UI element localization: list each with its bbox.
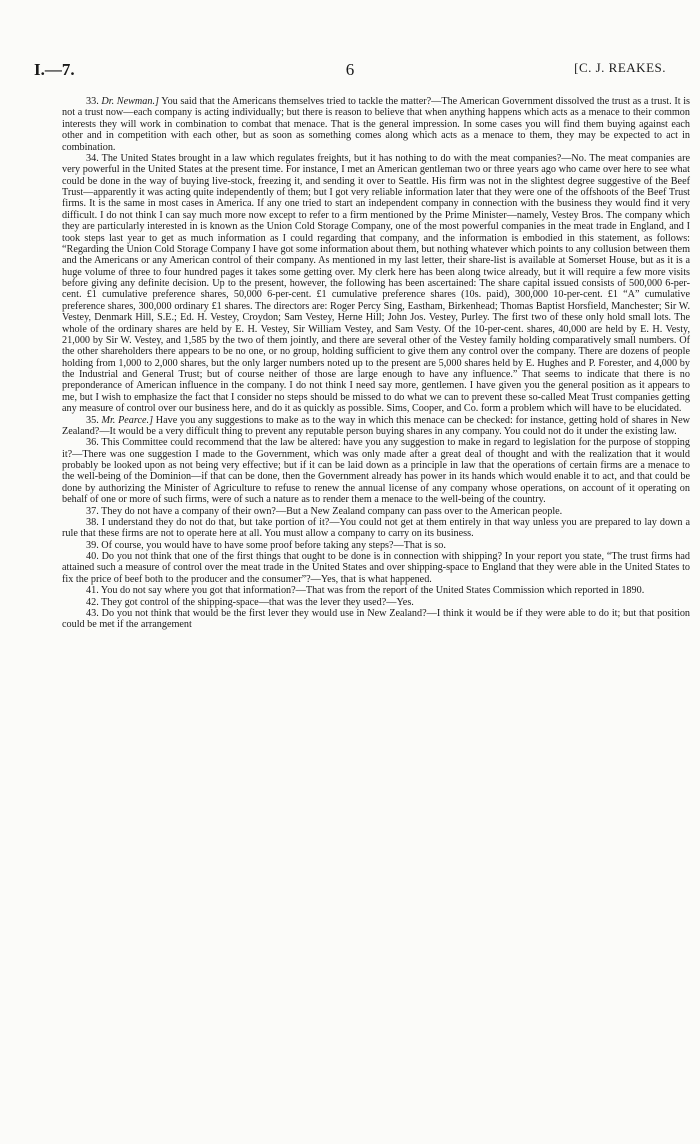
paragraph (62, 415, 690, 438)
question-number: 33. (86, 96, 99, 107)
paragraph (62, 608, 690, 631)
paragraph-text: I understand they do not do that, but take portion of it?—You could not get at them entirely in that way unless you are prepared to lay down a rule that these firms are not to operate here at all. You must allow a company to carry on its business. (62, 516, 690, 540)
page-header (34, 60, 666, 84)
question-number: 39. (86, 539, 99, 551)
question-number: 36. (86, 437, 99, 449)
paragraph-text: The United States brought in a law which regulates freights, but it has nothing to do with the meat companies?—No. The meat companies are very powerful in the United States at the present time. For instance, I met an American gentleman two or three years ago who came over here to see what could be done in the way of buying live-stock, freezing it, and sending it over to Seattle. His firm was not in the slightest degree suggestive of the Beef Trust—apparently it was acting quite independently of them; but I got very reliable information later that they were one of the offshoots of the Beef Trust firms. It is the same in most cases in America. If any one tried to start an independent company in connection with the business they would find it very difficult. I do not think I can say much more now except to refer to a firm mentioned by the Prime Minister—namely, Vestey Bros. The company which they are particularly interested in is known as the Union Cold Storage Company, one of the most powerful companies in the meat trade in England, and I took steps last year to get as much information as I could regarding that company, and the information is embodied in this statement, as follows: “Regarding the Union Cold Storage Company I have got some information about them, but nothing whatever which points to any collusion between them and the Americans or any American control of their company. As mentioned in my last letter, their share-list is available at Somerset House, but as it is a huge volume of three to four hundred pages it takes some getting over. My clerk here has been along twice already, but it will require a few more visits before giving any definite decision. Up to the present, however, the following has been ascertained: The share capital issued consists of 500,000 6-per-cent. £1 cumulative preference shares, 50,000 6-per-cent. £1 cumulative preference shares (10s. paid), 300,000 10-per-cent. £1 “A” cumulative preference shares, 300,000 ordinary £1 shares. The directors are: Roger Percy Sing, Eastham, Birkenhead; Thomas Baptist Horsfield, Manchester; Sir W. Vestey, Denmark Hill, S.E.; Ed. H. Vestey, Croydon; Sam Vestey, Herne Hill; John Jos. Vestey, Purley. The first two of these only hold small lots. The whole of the ordinary shares are held by E. H. Vestey, Sir William Vestey, and Sam Vesty. Of the 10-per-cent. shares, 40,000 are held by E. H. Vesty, 21,000 by Sir W. Vestey, and 1,585 by the two of them jointly, and there are several other of the Vestey family holding comparatively small numbers. Of the other shareholders there appears to be no one, or no group, holding sufficient to give them any control over the company. There are dozens of people holding from 1,000 to 2,000 shares, but the only larger numbers noted up to the present are 5,000 shares held by E. Hughes and P. Forester, and 4,000 by the Industrial and General Trust; but of course neither of those are large enough to have any influence.” That seems to indicate that there is no preponderance of American influence in the company. I do not think I need say more, gentlemen. I have given you the general position as it appears to me, but I wish to emphasize the fact that I consider no steps should be missed to do what we can to prevent these so-called Meat Trust companies getting any measure of control over our business here, and do it as quickly as possible. Sims, Cooper, and Co. form a problem which will have to be elucidated. (62, 152, 690, 415)
paragraph (62, 506, 690, 517)
paragraph (62, 540, 690, 551)
paragraph-text: Of course, you would have to have some proof before taking any steps?—That is so. (101, 539, 446, 551)
speaker: Dr. Newman.] (101, 96, 159, 107)
paragraph-text: This Committee could recommend that the law be altered: have you any suggestion to make in regard to legislation for the purpose of stopping it?—There was one suggestion I made to the Government, which was only made after a great deal of thought and with the realization that it would probably be looked upon as not being very effective; but if it can be laid down as a principle in law that the operations of certain firms are a menace to the well-being of the Dominion—if that can be done, then the Government already has power in its hands which would enable it to act, and that could be done by authorizing the Minister of Agriculture to refuse to renew the annual license of any company whose operations, on account of it operating on behalf of one or more of such firms, were of such a nature as to render them a menace to the well-being of the country. (62, 437, 690, 506)
paragraph-text: They got control of the shipping-space—that was the lever they used?—Yes. (101, 596, 414, 608)
paragraph (62, 585, 690, 596)
paragraph (62, 437, 690, 505)
question-number: 34. (86, 152, 99, 164)
page-number: 6 (345, 60, 355, 79)
paragraph-text: Do you not think that one of the first things that ought to be done is in connection with shipping? In your report you state, “The trust firms had attained such a measure of control over the meat trade in the United States and over shipping-space to England that they were able in the United States to fix the price of beef both to the producer and the consumer”?—Yes, that is what happened. (62, 551, 691, 585)
question-number: 43. (86, 607, 99, 619)
paragraph (62, 153, 690, 415)
question-number: 42. (86, 596, 99, 608)
paragraph (62, 96, 690, 153)
question-number: 35. (86, 414, 99, 426)
paragraph-text: You said that the Americans themselves tried to tackle the matter?—The American Government dissolved the trust as a trust. It is not a trust now—each company is acting individually; but there is reason to believe that when anything happens which acts as a menace to their common interests they will work in combination to combat that menace. That is the general impression. In some cases you will find them buying against each other and in competition with each other, but as soon as something comes along which acts as a menace to them, they may be expected to act in combination. (62, 96, 690, 153)
question-number: 40. (86, 551, 99, 562)
question-number: 38. (86, 516, 99, 528)
paragraph-text: Have you any suggestions to make as to the way in which this menace can be checked: for instance, getting hold of shares in New Zealand?—It would be a very difficult thing to prevent any reputable person buying shares in any company. You could not do it under the existing law. (62, 414, 690, 437)
paragraph-text: Do you not think that would be the first lever they would use in New Zealand?—I think it would be if they were able to do it; but that position could be met if the arrangement (62, 607, 691, 631)
paragraph (62, 597, 690, 608)
paragraph-text: They do not have a company of their own?—But a New Zealand company can pass over to the American people. (101, 505, 563, 517)
paper-reference: I.—7. (34, 60, 75, 79)
evidence-text (62, 96, 690, 631)
paragraph (62, 517, 690, 540)
question-number: 41. (86, 585, 99, 597)
witness-name: [C. J. REAKES. (574, 60, 666, 75)
speaker: Mr. Pearce.] (101, 414, 154, 426)
paragraph-text: You do not say where you got that information?—That was from the report of the United States Commission which reported in 1890. (100, 585, 645, 597)
question-number: 37. (86, 505, 99, 517)
paragraph (62, 551, 690, 585)
